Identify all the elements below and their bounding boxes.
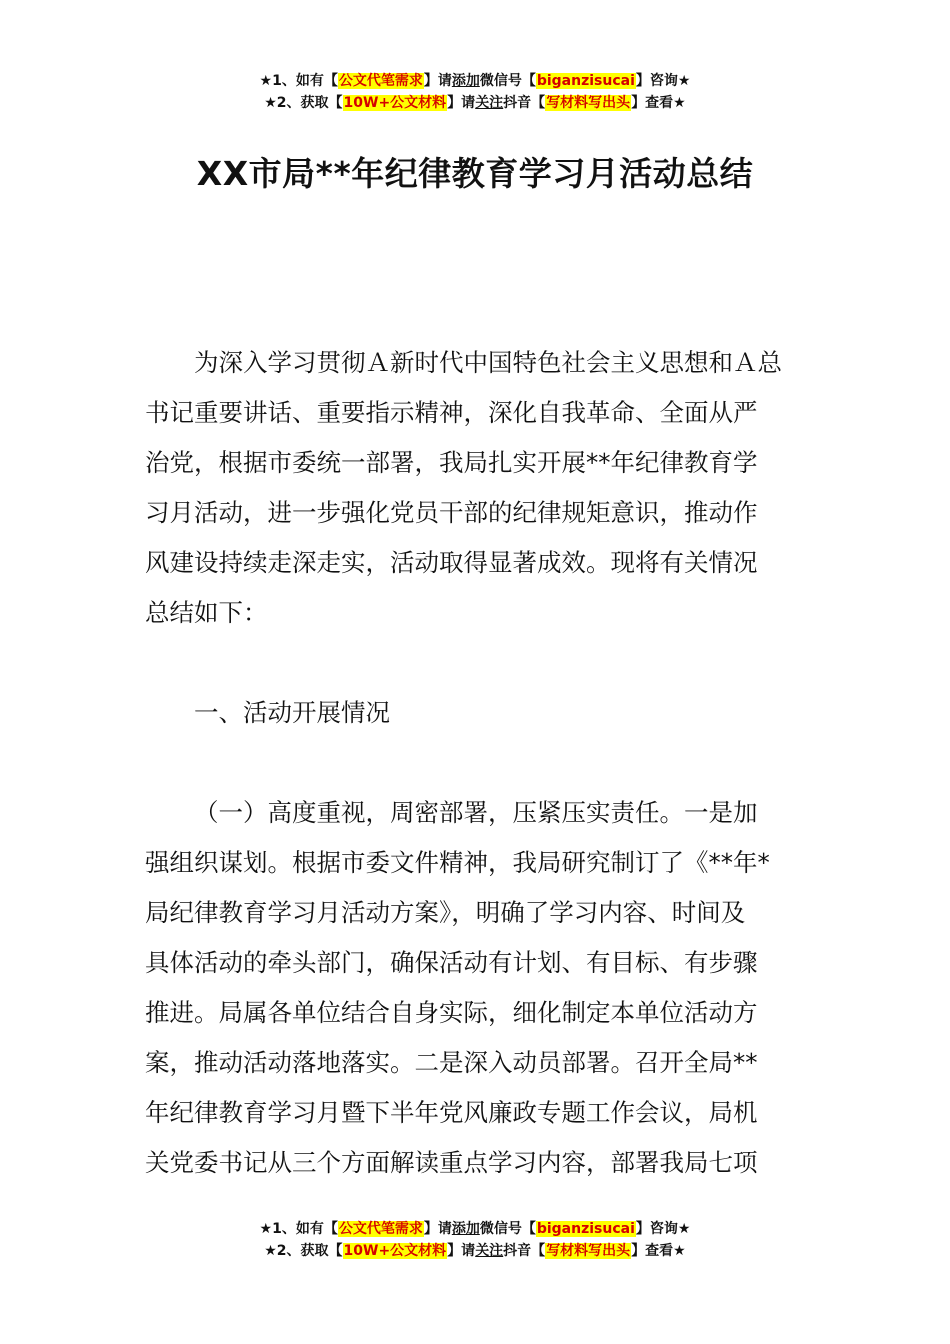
banner-highlight: 写材料写出头 xyxy=(546,1243,631,1259)
banner-line-1 xyxy=(0,70,950,92)
paragraph-line: 书记重要讲话、重要指示精神，深化自我革命、全面从严 xyxy=(145,398,758,427)
banner-text: 】咨询★ xyxy=(635,73,691,89)
paragraph-line: 为深入学习贯彻Ａ新时代中国特色社会主义思想和Ａ总 xyxy=(194,348,782,377)
banner-text: 抖音【 xyxy=(503,1243,546,1259)
banner-highlight: 公文代笔需求 xyxy=(338,73,423,89)
banner-text: 】请 xyxy=(423,73,452,89)
paragraph-line: 局纪律教育学习月活动方案》，明确了学习内容、时间及 xyxy=(145,898,746,927)
paragraph-line: （一）高度重视，周密部署，压紧压实责任。一是加 xyxy=(194,798,758,827)
banner-text: 】请 xyxy=(447,1243,476,1259)
banner-line-2 xyxy=(0,1240,950,1262)
banner-underlined-text: 关注 xyxy=(475,1243,504,1259)
paragraph-line: 案，推动活动落地落实。二是深入动员部署。召开全局** xyxy=(145,1048,758,1077)
paragraph-line: 强组织谋划。根据市委文件精神，我局研究制订了《**年* xyxy=(145,848,770,877)
banner-highlight: 10W+公文材料 xyxy=(343,95,447,111)
banner-text: 抖音【 xyxy=(503,95,546,111)
banner-text: ★2、获取【 xyxy=(264,1243,343,1259)
banner-text: 微信号【 xyxy=(479,1221,536,1237)
banner-text: 】查看★ xyxy=(631,1243,686,1259)
paragraph-line: 风建设持续走深走实，活动取得显著成效。现将有关情况 xyxy=(145,548,758,577)
banner-underlined-text: 添加 xyxy=(451,1221,480,1237)
banner-highlight: 公文代笔需求 xyxy=(338,1221,423,1237)
banner-highlight: biganzisucai xyxy=(536,1221,635,1237)
banner-highlight: 写材料写出头 xyxy=(546,95,631,111)
document-title: XX市局**年纪律教育学习月活动总结 xyxy=(196,154,754,193)
banner-text: ★1、如有【 xyxy=(259,73,338,89)
banner-highlight: biganzisucai xyxy=(536,73,635,89)
paragraph-line: 治党，根据市委统一部署，我局扎实开展**年纪律教育学 xyxy=(145,448,758,477)
footer-banner xyxy=(0,1218,950,1262)
banner-text: 】咨询★ xyxy=(635,1221,691,1237)
banner-text: ★2、获取【 xyxy=(264,95,343,111)
banner-text: 】请 xyxy=(423,1221,452,1237)
paragraph-line: 具体活动的牵头部门，确保活动有计划、有目标、有步骤 xyxy=(145,948,758,977)
section-heading-text: 一、活动开展情况 xyxy=(194,698,390,727)
section-heading xyxy=(145,688,805,738)
banner-text: 】查看★ xyxy=(631,95,686,111)
banner-text: 微信号【 xyxy=(479,73,536,89)
banner-line-1 xyxy=(0,1218,950,1240)
banner-text: ★1、如有【 xyxy=(259,1221,338,1237)
paragraph-line: 推进。局属各单位结合自身实际，细化制定本单位活动方 xyxy=(145,998,758,1027)
paragraph-line: 年纪律教育学习月暨下半年党风廉政专题工作会议，局机 xyxy=(145,1098,758,1127)
paragraph-line: 习月活动，进一步强化党员干部的纪律规矩意识，推动作 xyxy=(145,498,758,527)
banner-underlined-text: 添加 xyxy=(451,73,480,89)
banner-line-2 xyxy=(0,92,950,114)
paragraph-line: 关党委书记从三个方面解读重点学习内容，部署我局七项 xyxy=(145,1148,758,1177)
banner-highlight: 10W+公文材料 xyxy=(343,1243,447,1259)
intro-paragraph xyxy=(145,338,805,638)
header-banner xyxy=(0,70,950,114)
banner-underlined-text: 关注 xyxy=(475,95,504,111)
banner-text: 】请 xyxy=(447,95,476,111)
paragraph-line: 总结如下： xyxy=(145,598,268,627)
section-paragraph xyxy=(145,788,805,1188)
